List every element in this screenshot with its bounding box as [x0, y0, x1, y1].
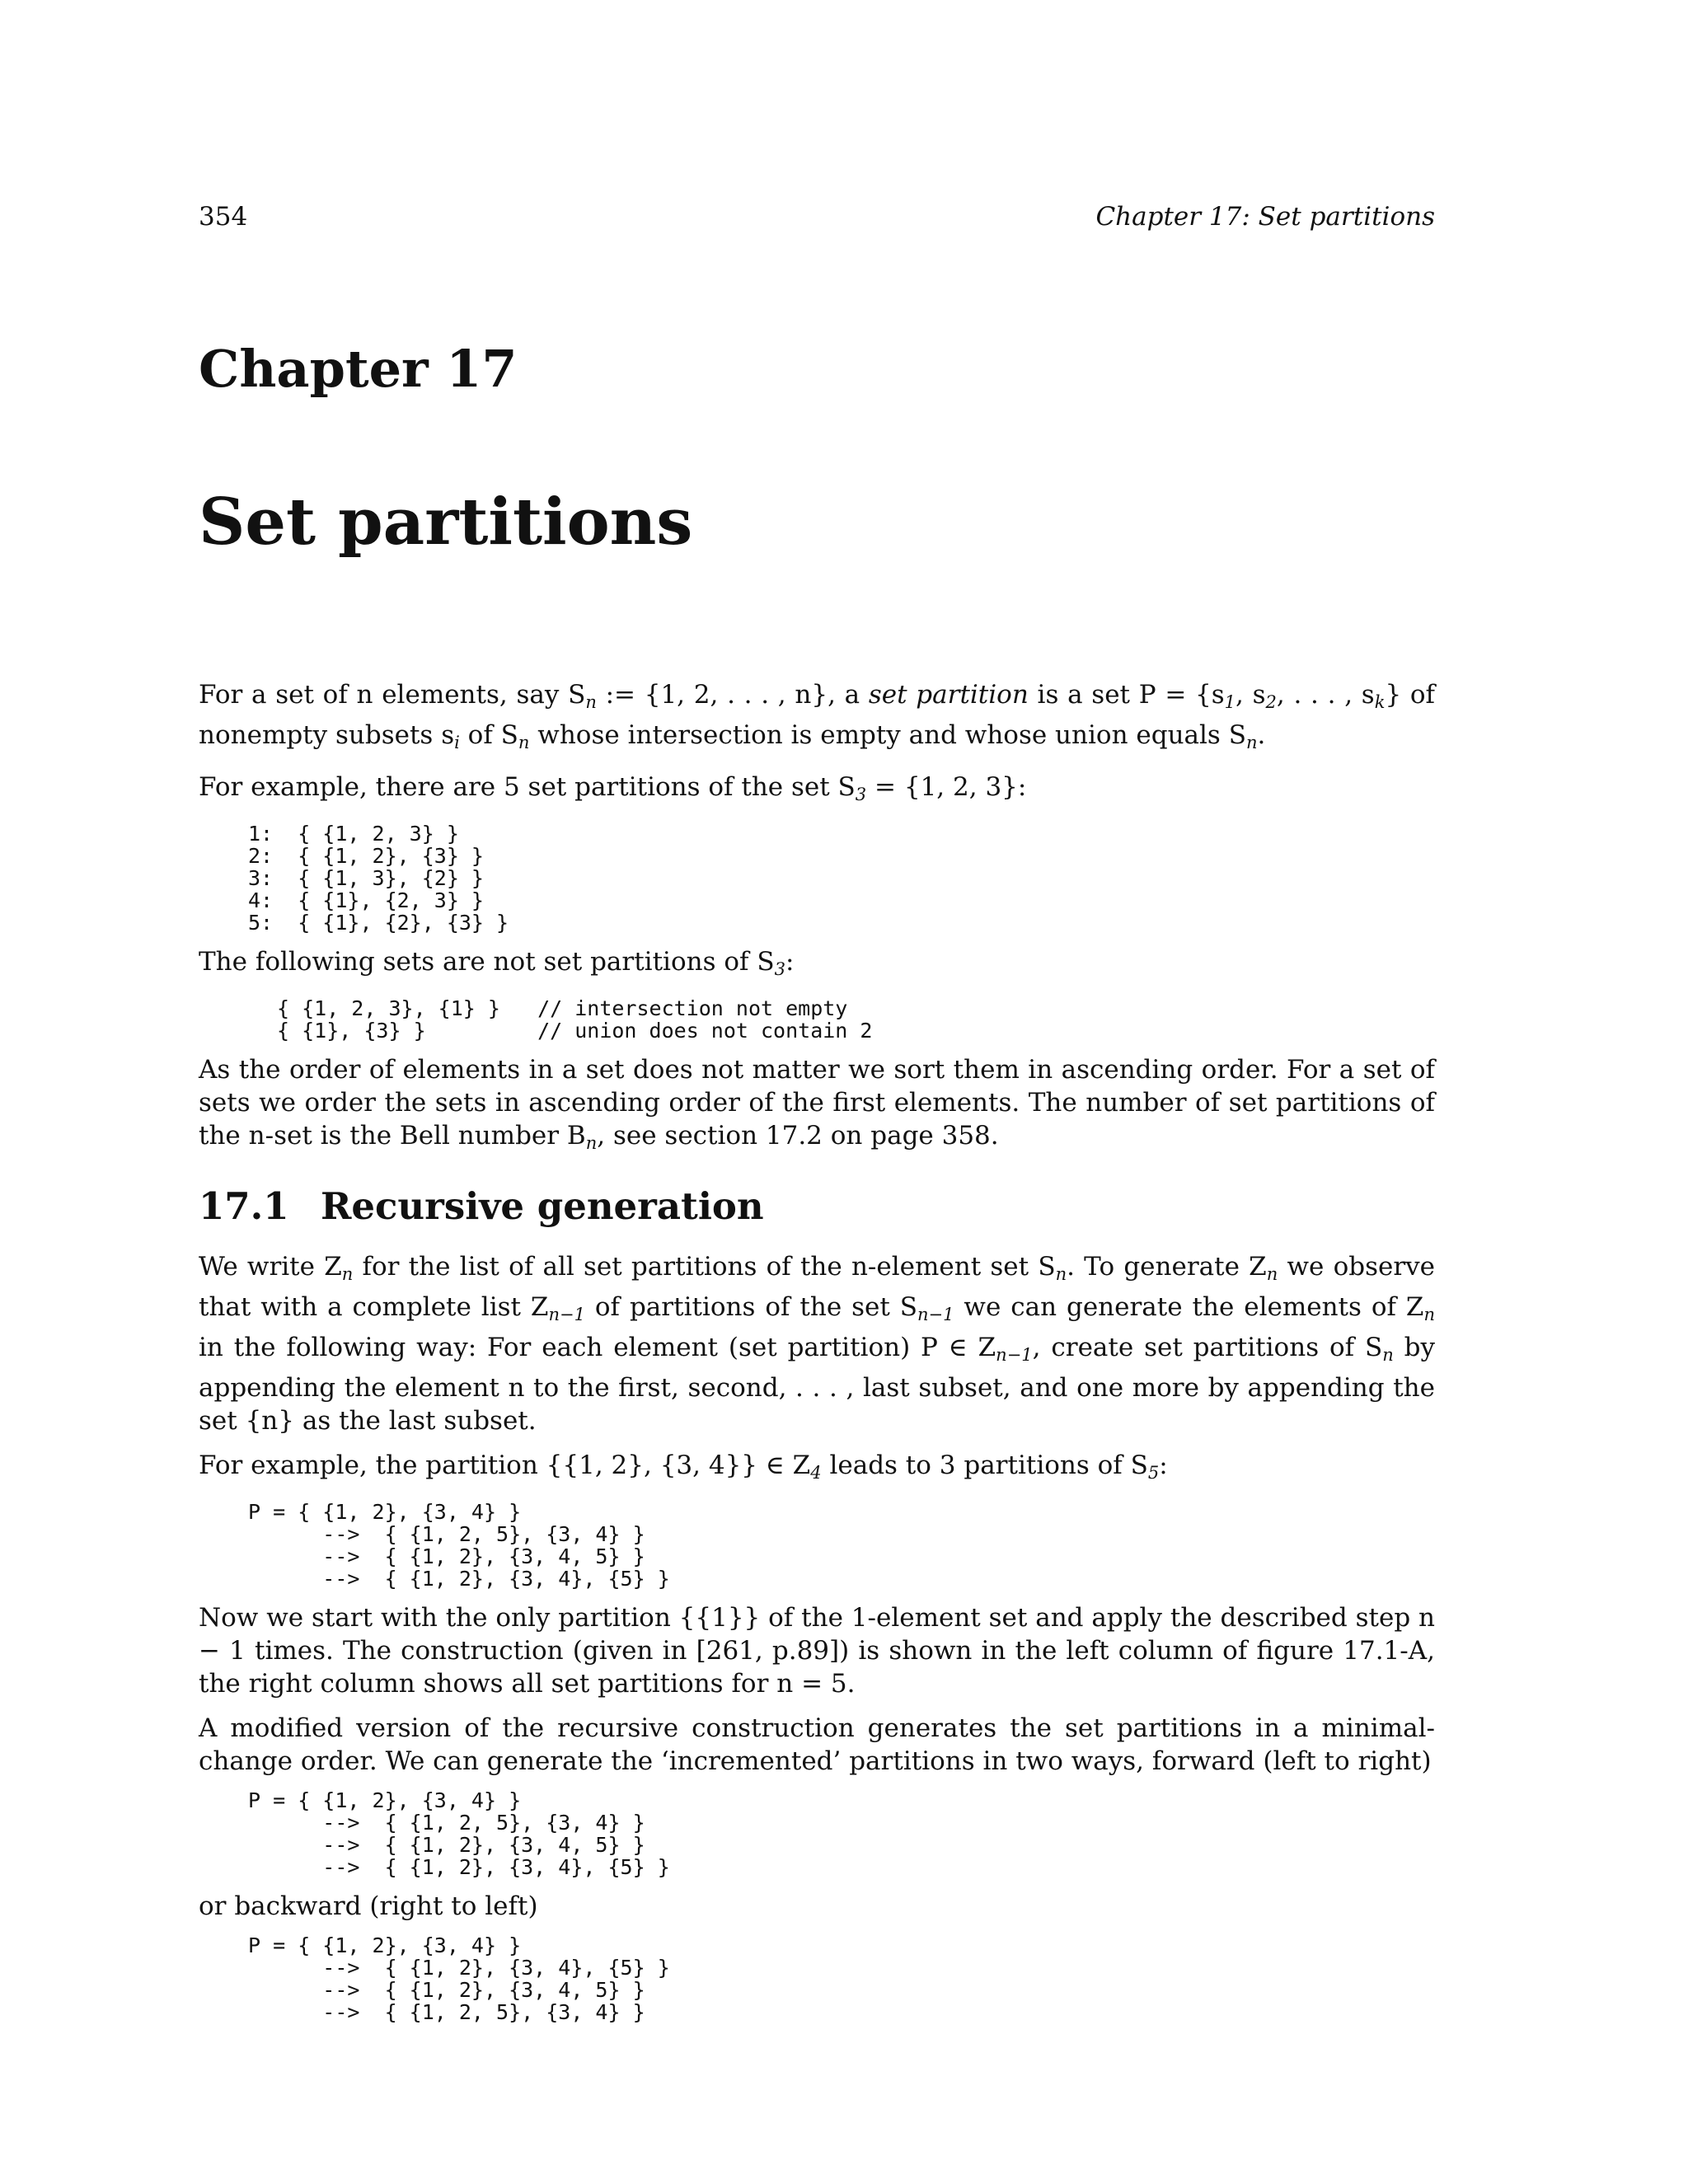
- running-head: [199, 202, 1435, 238]
- page-number: 354: [199, 202, 248, 232]
- code-block-non-partitions: { {1, 2, 3}, {1} } // intersection not empty { {1}, {3} } // union does not contain 2: [277, 996, 873, 1043]
- intro-paragraph-4: As the order of elements in a set does not matter we sort them in ascending order. For a set of sets we order the sets in ascending order of the first elements. The number of set partitions of the n-set is the Bell number $B_n$, see section 17.2 on page 358.: [199, 1055, 1435, 1153]
- section-title: Recursive generation: [321, 1184, 764, 1228]
- section-paragraph-5: or backward (right to left): [199, 1891, 538, 1921]
- section-paragraph-4: A modified version of the recursive construction generates the set partitions in a minimal-change order. We can generate the ‘incremented’ partitions in two ways, forward (left to right): [199, 1713, 1435, 1776]
- body-text: [199, 678, 1435, 2035]
- code-block-example-1: P = { {1, 2}, {3, 4} } --> { {1, 2, 5}, {3, 4} } --> { {1, 2}, {3, 4, 5} } --> { {1, 2}, {3, 4}, {5} }: [248, 1500, 670, 1591]
- code-block-partitions-s3: 1: { {1, 2, 3} } 2: { {1, 2}, {3} } 3: { {1, 3}, {2} } 4: { {1}, {2, 3} } 5: { {1}, {2}, {3} }: [248, 822, 509, 935]
- section-paragraph-1: We write $Z_n$ for the list of all set partitions of the n-element set $S_n$. To generate $Z_n$ we observe that with a complete list $Z_{n-1}$ of partitions of the set $S_{n-1}$ we can generate the elements of $Z_n$ in the following way: For each element (set partition) P ∈ $Z_{n-1}$, create set partitions of $S_n$ by appending the element n to the first, second, . . . , last subset, and one more by appending the set {n} as the last subset.: [199, 1252, 1436, 1436]
- running-title: Chapter 17: Set partitions: [1095, 202, 1435, 232]
- intro-paragraph-2: For example, there are 5 set partitions of the set $S_3 = \{1$, 2, 3}:: [199, 772, 1027, 804]
- section-number: 17.1: [199, 1184, 289, 1228]
- section-heading: [199, 1184, 1435, 1229]
- chapter-title: Set partitions: [199, 485, 693, 560]
- intro-paragraph-1: For a set of n elements, say $S_n$ := {1, 2, . . . , n}, a set partition is a set $P = \{s_1$, $s_2$, . . . , $s_k$} of nonempty subsets $s_i$ of $S_n$ whose intersection is empty and whose union equals $S_n$.: [199, 680, 1436, 752]
- code-block-backward: P = { {1, 2}, {3, 4} } --> { {1, 2}, {3, 4}, {5} } --> { {1, 2}, {3, 4, 5} } --> { {1, 2, 5}, {3, 4} }: [248, 1933, 670, 2024]
- chapter-number: Chapter 17: [199, 339, 518, 399]
- code-block-forward: P = { {1, 2}, {3, 4} } --> { {1, 2, 5}, {3, 4} } --> { {1, 2}, {3, 4, 5} } --> { {1, 2}, {3, 4}, {5} }: [248, 1788, 670, 1879]
- intro-paragraph-3: The following sets are not set partitions of $S_3$:: [199, 947, 795, 979]
- section-paragraph-3: Now we start with the only partition {{1}} of the 1-element set and apply the described step n − 1 times. The construction (given in [261, p.89]) is shown in the left column of figure 17.1-A, the right column shows all set partitions for n = 5.: [199, 1603, 1435, 1699]
- section-paragraph-2: For example, the partition {{1, 2}, {3, 4}} ∈ $Z_4$ leads to 3 partitions of $S_5$:: [199, 1451, 1168, 1483]
